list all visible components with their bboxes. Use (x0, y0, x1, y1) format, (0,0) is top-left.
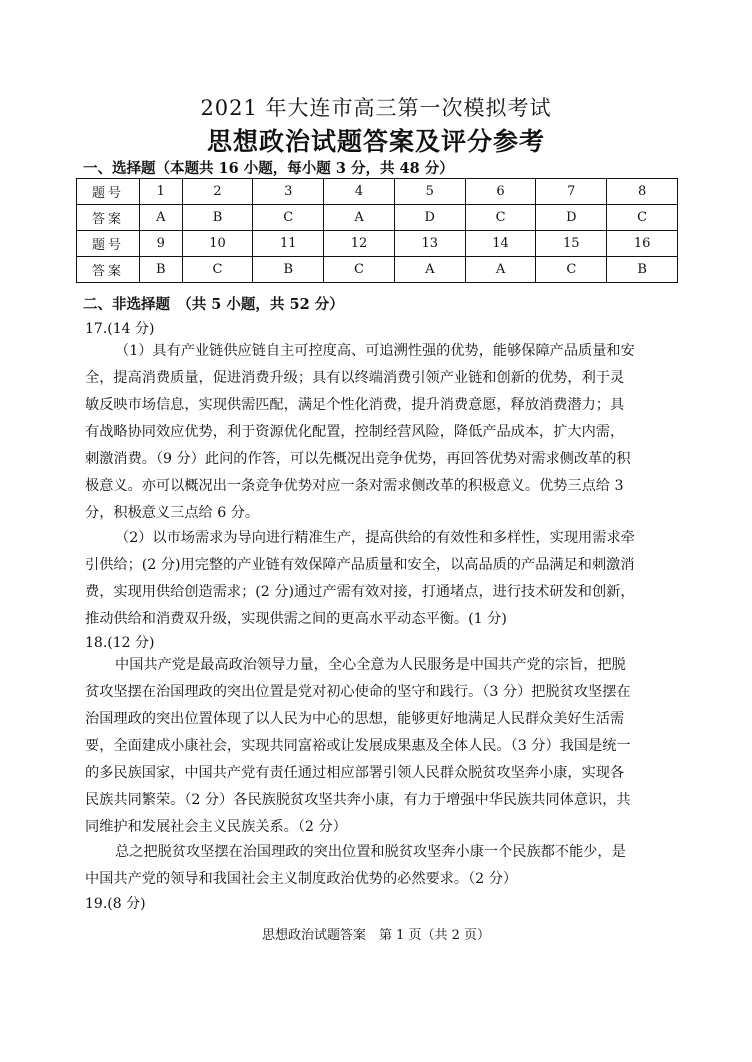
question-18-paragraph-1 (85, 652, 667, 841)
question-18-paragraph-2 (85, 839, 667, 893)
answer-table-row-label: 题号 (77, 231, 140, 257)
answer-table-row (77, 257, 678, 283)
answer-table-cell: 7 (536, 179, 607, 205)
text-line: 推动供给和消费双升级，实现供需之间的更高水平动态平衡。(1 分) (85, 611, 507, 627)
answer-table (76, 178, 678, 283)
text-line: 同维护和发展社会主义民族关系。（2 分） (85, 819, 347, 835)
answer-table-cell: 14 (465, 231, 536, 257)
answer-table-cell: 2 (182, 179, 253, 205)
text-line: 全，提高消费质量，促进消费升级；具有以终端消费引领产业链和创新的优势，利于灵 (85, 370, 625, 386)
question-17-part-2 (85, 525, 667, 633)
text-line: （2）以市场需求为导向进行精准生产，提高供给的有效性和多样性，实现用需求牵 (115, 530, 635, 546)
answer-table-cell: 11 (253, 231, 324, 257)
text-line: （1）具有产业链供应链自主可控度高、可追溯性强的优势，能够保障产品质量和安 (115, 343, 635, 359)
answer-table-cell: 1 (140, 179, 183, 205)
answer-table-cell: C (465, 205, 536, 231)
answer-table-row-label: 答案 (77, 205, 140, 231)
text-line: 治国理政的突出位置体现了以人民为中心的思想，能够更好地满足人民群众美好生活需 (85, 711, 625, 727)
answer-table-cell: A (394, 257, 465, 283)
text-line: 费，实现用供给创造需求；(2 分)通过产需有效对接，打通堵点，进行技术研发和创新， (85, 584, 635, 600)
section-2-heading: 二、非选择题 （共 5 小题，共 52 分） (83, 296, 344, 313)
question-18-number: 18.(12 分) (85, 635, 155, 651)
text-line: 刺激消费。（9 分）此问的作答，可以先概况出竞争优势，再回答优势对需求侧改革的积 (85, 451, 631, 467)
answer-table-cell: 16 (607, 231, 678, 257)
answer-table-cell: 9 (140, 231, 183, 257)
answer-table-cell: C (182, 257, 253, 283)
text-line: 分，积极意义三点给 6 分。 (85, 505, 260, 521)
answer-table-cell: C (253, 205, 324, 231)
answer-table-cell: 4 (324, 179, 395, 205)
answer-table-cell: 6 (465, 179, 536, 205)
answer-table-cell: C (607, 205, 678, 231)
answer-table-cell: 8 (607, 179, 678, 205)
text-line: 敏反映市场信息，实现供需匹配，满足个性化消费，提升消费意愿，释放消费潜力；具 (85, 397, 625, 413)
answer-table-cell: 15 (536, 231, 607, 257)
answer-table-cell: 3 (253, 179, 324, 205)
answer-table-cell: A (140, 205, 183, 231)
answer-table-cell: C (324, 257, 395, 283)
answer-table-cell: 5 (394, 179, 465, 205)
answer-table-cell: D (394, 205, 465, 231)
answer-table-cell: B (182, 205, 253, 231)
answer-table-cell: D (536, 205, 607, 231)
answer-table-cell: B (253, 257, 324, 283)
answer-table-cell: A (465, 257, 536, 283)
exam-title: 2021 年大连市高三第一次模拟考试 (200, 96, 552, 120)
answer-table-cell: A (324, 205, 395, 231)
text-line: 要，全面建成小康社会，实现共同富裕或让发展成果惠及全体人民。（3 分）我国是统一 (85, 738, 631, 754)
text-line: 有战略协同效应优势，利于资源优化配置，控制经营风险，降低产品成本，扩大内需， (85, 424, 625, 440)
question-17-number: 17.(14 分) (85, 321, 155, 337)
text-line: 引供给；(2 分)用完整的产业链有效保障产品质量和安全，以高品质的产品满足和刺激消 (85, 557, 635, 573)
text-line: 中国共产党是最高政治领导力量，全心全意为人民服务是中国共产党的宗旨，把脱 (115, 657, 626, 673)
answer-table-cell: 12 (324, 231, 395, 257)
answer-table-cell: 10 (182, 231, 253, 257)
text-line: 贫攻坚摆在治国理政的突出位置是党对初心使命的坚守和践行。（3 分）把脱贫攻坚摆在 (85, 684, 631, 700)
text-line: 中国共产党的领导和我国社会主义制度政治优势的必然要求。（2 分） (85, 871, 518, 887)
question-17-part-1 (85, 338, 667, 527)
question-19-number: 19.(8 分) (85, 896, 146, 912)
answer-table-row-label: 题号 (77, 179, 140, 205)
answer-table-row (77, 231, 678, 257)
answer-table-row (77, 179, 678, 205)
section-1-heading: 一、选择题（本题共 16 小题，每小题 3 分，共 48 分） (83, 160, 454, 177)
text-line: 总之把脱贫攻坚摆在治国理政的突出位置和脱贫攻坚奔小康一个民族都不能少，是 (115, 844, 626, 860)
answer-table-cell: B (140, 257, 183, 283)
answer-table-cell: C (536, 257, 607, 283)
document-subtitle: 思想政治试题答案及评分参考 (206, 127, 545, 156)
text-line: 极意义。亦可以概况出一条竞争优势对应一条对需求侧改革的积极意义。优势三点给 3 (85, 478, 624, 494)
answer-table-cell: 13 (394, 231, 465, 257)
text-line: 的多民族国家，中国共产党有责任通过相应部署引领人民群众脱贫攻坚奔小康，实现各 (85, 765, 625, 781)
page-footer: 思想政治试题答案 第 1 页（共 2 页） (261, 928, 491, 943)
answer-table-row (77, 205, 678, 231)
text-line: 民族共同繁荣。（2 分）各民族脱贫攻坚共奔小康，有力于增强中华民族共同体意识，共 (85, 792, 631, 808)
answer-table-cell: B (607, 257, 678, 283)
answer-table-row-label: 答案 (77, 257, 140, 283)
